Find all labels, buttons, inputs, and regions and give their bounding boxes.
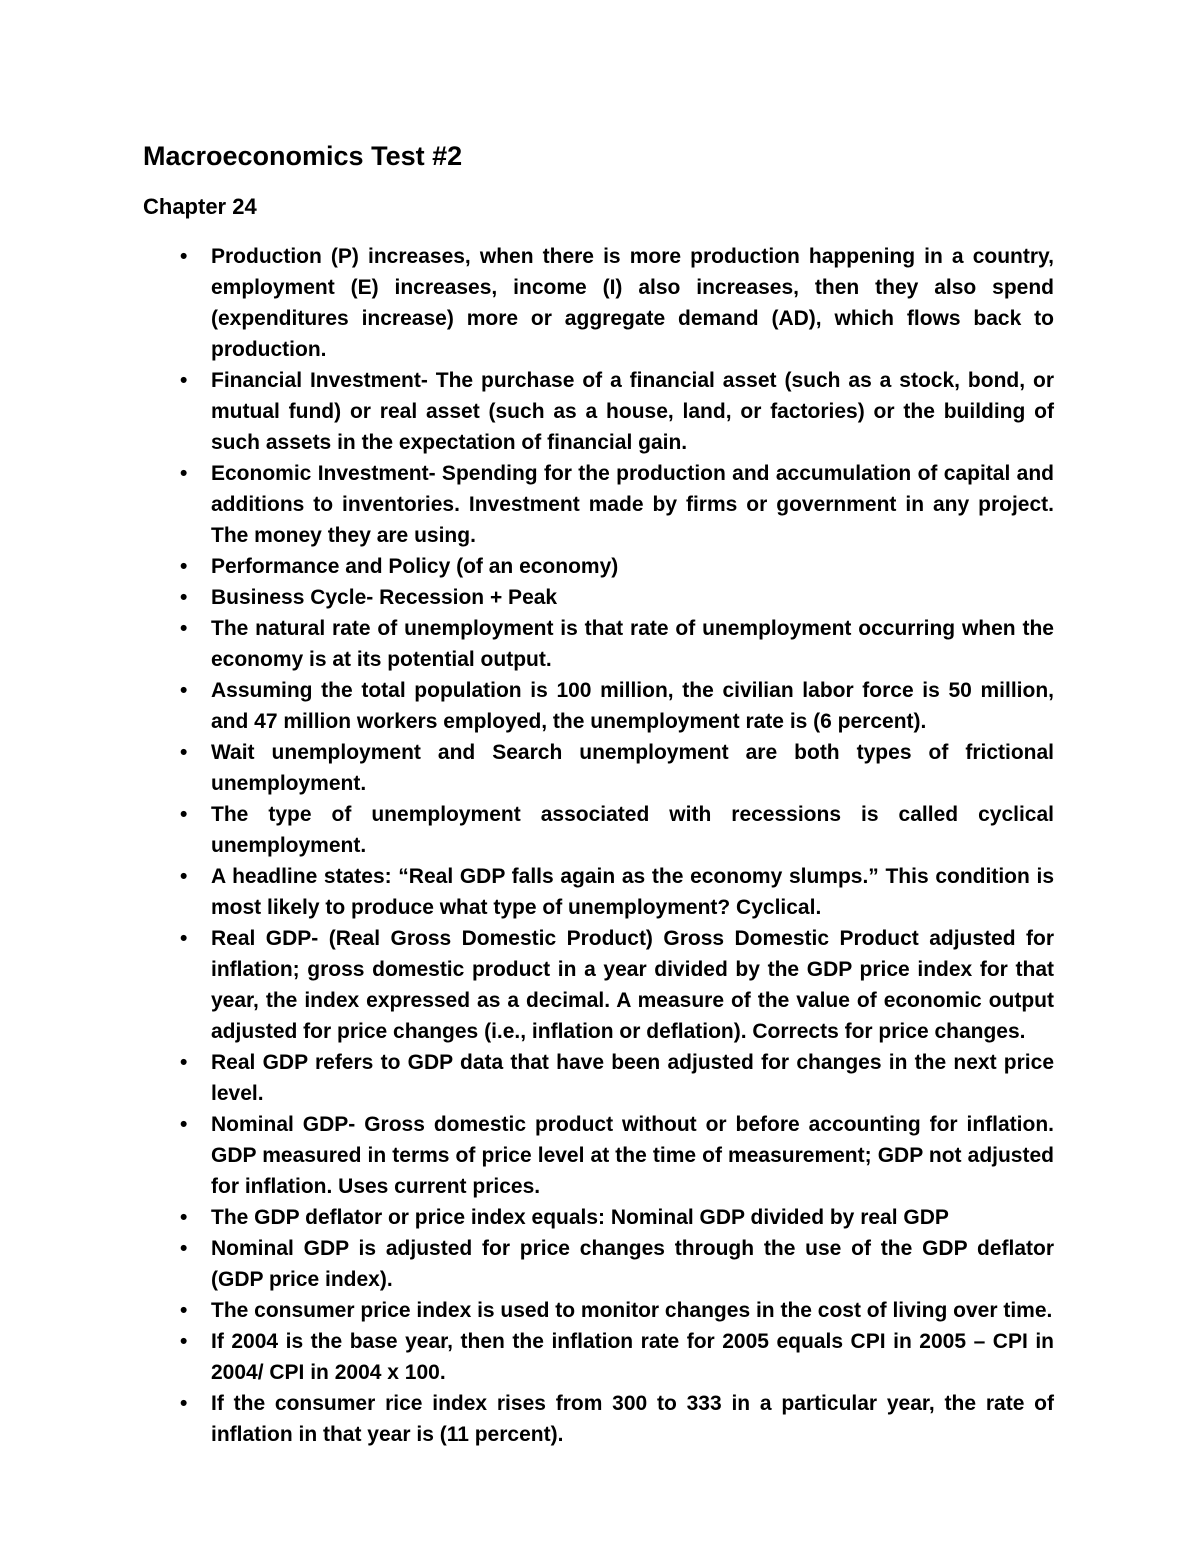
list-item: • Assuming the total population is 100 million, the civilian labor force is 50 million, and 47 million workers employed, the unemployment rate is (6 percent). xyxy=(180,675,1054,737)
list-item: • The GDP deflator or price index equals: Nominal GDP divided by real GDP xyxy=(180,1202,1054,1233)
list-item: • A headline states: “Real GDP falls again as the economy slumps.” This condition is most likely to produce what type of unemployment? Cyclical. xyxy=(180,861,1054,923)
document-title: Macroeconomics Test #2 xyxy=(143,141,463,171)
list-item: • Production (P) increases, when there is more production happening in a country, employment (E) increases, income (I) also increases, then they also spend (expenditures increase) more or aggregate demand (AD), which flows back to production. xyxy=(180,241,1054,365)
list-item: • If the consumer rice index rises from 300 to 333 in a particular year, the rate of inflation in that year is (11 percent). xyxy=(180,1388,1054,1450)
bullet-list xyxy=(143,241,1054,1450)
list-item: • The natural rate of unemployment is that rate of unemployment occurring when the economy is at its potential output. xyxy=(180,613,1054,675)
list-item: • The consumer price index is used to monitor changes in the cost of living over time. xyxy=(180,1295,1054,1326)
list-item: • Financial Investment- The purchase of a financial asset (such as a stock, bond, or mutual fund) or real asset (such as a house, land, or factories) or the building of such assets in the expectation of financial gain. xyxy=(180,365,1054,458)
list-item: • Real GDP refers to GDP data that have been adjusted for changes in the next price level. xyxy=(180,1047,1054,1109)
list-item: • Economic Investment- Spending for the production and accumulation of capital and additions to inventories. Investment made by firms or government in any project. The money they are using. xyxy=(180,458,1054,551)
list-item: • Business Cycle- Recession + Peak xyxy=(180,582,1054,613)
list-item: • Nominal GDP is adjusted for price changes through the use of the GDP deflator (GDP price index). xyxy=(180,1233,1054,1295)
list-item: • Performance and Policy (of an economy) xyxy=(180,551,1054,582)
list-item: • The type of unemployment associated with recessions is called cyclical unemployment. xyxy=(180,799,1054,861)
list-item: • Real GDP- (Real Gross Domestic Product) Gross Domestic Product adjusted for inflation; gross domestic product in a year divided by the GDP price index for that year, the index expressed as a decimal. A measure of the value of economic output adjusted for price changes (i.e., inflation or deflation). Corrects for price changes. xyxy=(180,923,1054,1047)
list-item: • Wait unemployment and Search unemployment are both types of frictional unemployment. xyxy=(180,737,1054,799)
list-item: • If 2004 is the base year, then the inflation rate for 2005 equals CPI in 2005 – CPI in 2004/ CPI in 2004 x 100. xyxy=(180,1326,1054,1388)
chapter-heading: Chapter 24 xyxy=(143,194,257,220)
list-item: • Nominal GDP- Gross domestic product without or before accounting for inflation. GDP measured in terms of price level at the time of measurement; GDP not adjusted for inflation. Uses current prices. xyxy=(180,1109,1054,1202)
